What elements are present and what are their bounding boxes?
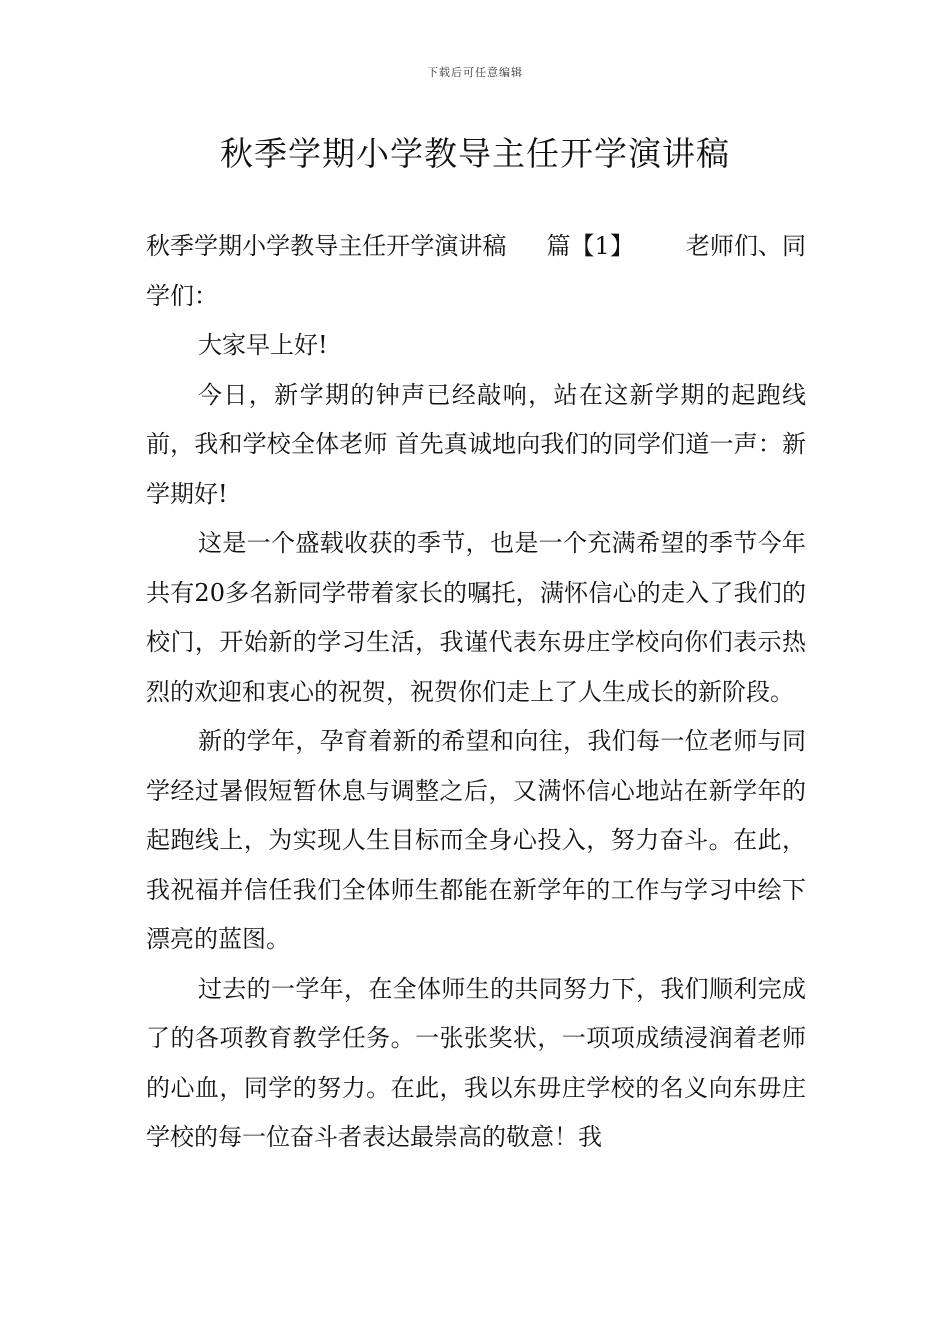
document-body: [146, 222, 806, 1163]
paragraph: 新的学年，孕育着新的希望和向往，我们每一位老师与同学经过暑假短暂休息与调整之后，又满怀信心地站在新学年的起跑线上，为实现人生目标而全身心投入，努力奋斗。在此，我祝福并信任我们全体师生都能在新学年的工作与学习中绘下漂亮的蓝图。: [146, 727, 806, 953]
intro-line: [146, 222, 806, 321]
header-note: 下载后可任意编辑: [427, 66, 523, 79]
intro-heading: 秋季学期小学教导主任开学演讲稿: [146, 232, 507, 260]
paragraph: 今日，新学期的钟声已经敲响，站在这新学期的起跑线前，我和学校全体老师 首先真诚地向我们的同学们道一声：新学期好!: [146, 380, 806, 508]
document-title: 秋季学期小学教导主任开学演讲稿: [220, 134, 730, 173]
paragraph: 过去的一学年，在全体师生的共同努力下，我们顺利完成了的各项教育教学任务。一张张奖状，一项项成绩浸润着老师的心血，同学的努力。在此，我以东毋庄学校的名义向东毋庄学校的每一位奋斗者表达最崇高的敬意！我: [146, 974, 806, 1151]
paragraph-greeting: 大家早上好!: [198, 331, 328, 359]
paragraph: 这是一个盛载收获的季节，也是一个充满希望的季节今年共有20多名新同学带着家长的嘱托，满怀信心的走入了我们的校门，开始新的学习生活，我谨代表东毋庄学校向你们表示热烈的欢迎和衷心的祝贺，祝贺你们走上了人生成长的新阶段。: [146, 529, 806, 706]
intro-salutation: 老师们、同学们：: [146, 232, 807, 310]
intro-part: 篇【1】: [546, 232, 634, 260]
